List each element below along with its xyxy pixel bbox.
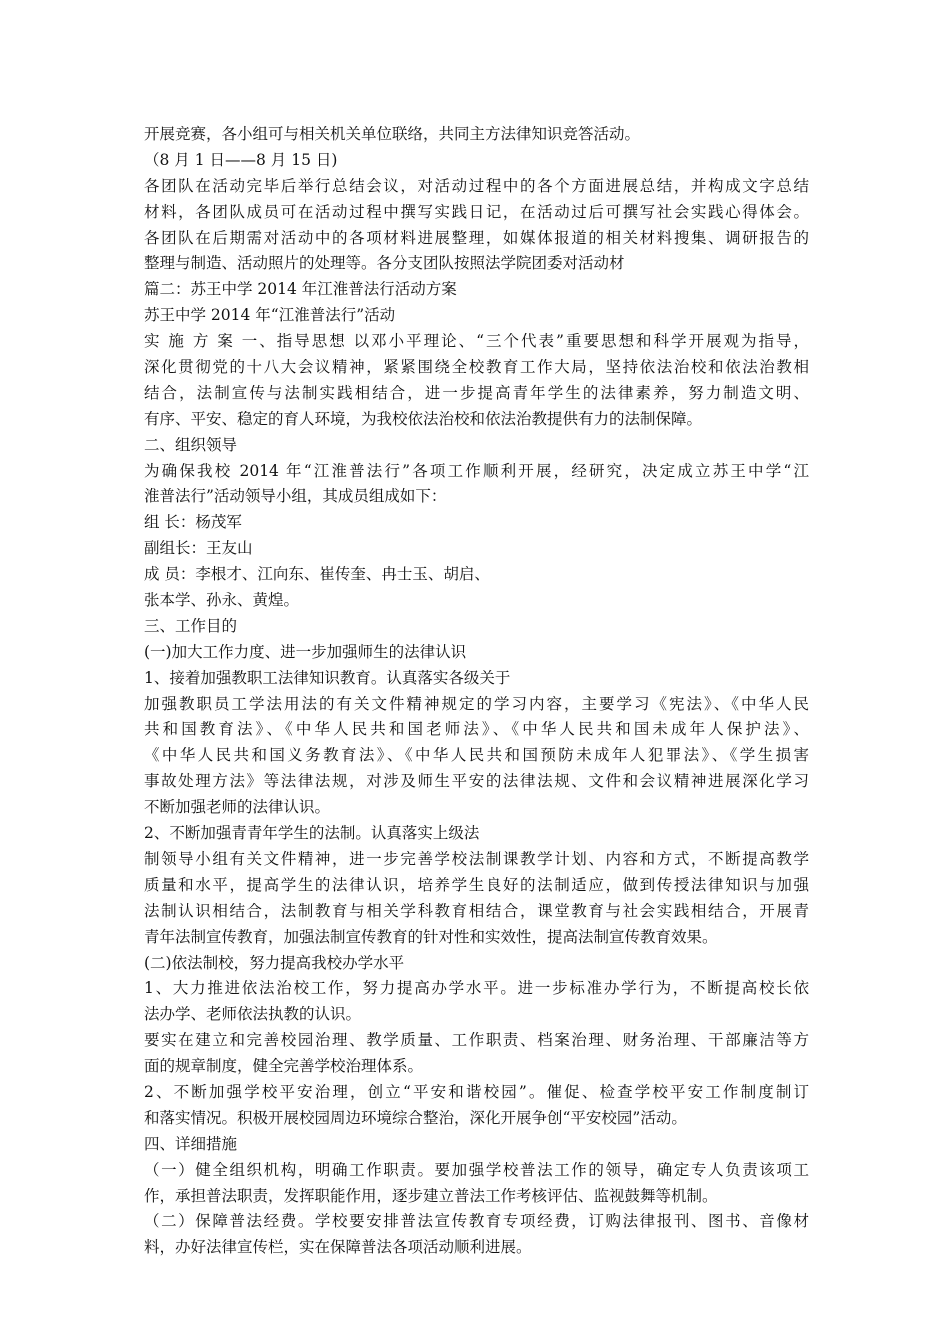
text-line: 副组长：王友山 [144,539,253,558]
text-line: 共和国教育法》、《中华人民共和国老师法》、《中华人民共和国未成年人保护法》、 [144,720,809,739]
text-line: 要实在建立和完善校园治理、教学质量、工作职责、档案治理、财务治理、干部廉洁等方 [144,1031,809,1050]
text-line: (二)依法制校，努力提高我校办学水平 [144,953,405,972]
text-line: 四、详细措施 [144,1134,238,1153]
text-line: 开展竞赛，各小组可与相关机关单位联络，共同主方法律知识竞答活动。 [144,125,641,143]
text-line: 料，办好法律宣传栏，实在保障普法各项活动顺利进展。 [144,1238,532,1257]
text-line: 1、接着加强教职工法律知识教育。认真落实各级关于 [144,668,511,687]
text-line: 作，承担普法职责，发挥职能作用，逐步建立普法工作考核评估、监视鼓舞等机制。 [144,1186,718,1205]
text-line: 有序、平安、稳定的育人环境，为我校依法治校和依法治教提供有力的法制保障。 [144,409,703,428]
text-line: 成 员：李根才、江向东、崔传奎、冉士玉、胡启、 [144,565,490,584]
text-line: 组 长：杨茂军 [144,513,242,532]
text-line: 三、工作目的 [144,616,238,635]
text-line: 制领导小组有关文件精神，进一步完善学校法制课教学计划、内容和方式，不断提高教学 [144,849,809,868]
text-line: 《中华人民共和国义务教育法》、《中华人民共和国预防未成年人犯罪法》、《学生损害 [144,746,809,765]
text-line: （一）健全组织机构，明确工作职责。要加强学校普法工作的领导，确定专人负责该项工 [144,1160,809,1179]
text-line: 和落实情况。积极开展校园周边环境综合整治，深化开展争创“平安校园”活动。 [144,1108,687,1127]
text-line: 2、不断加强青青年学生的法制。认真落实上级法 [144,824,480,843]
text-line: 加强教职员工学法用法的有关文件精神规定的学习内容，主要学习《宪法》、《中华人民 [144,694,809,713]
text-line: 整理与制造、活动照片的处理等。各分支团队按照法学院团委对活动材 [144,254,625,273]
text-line: 苏王中学 2014 年“江淮普法行”活动 [144,306,396,325]
document-body [144,122,809,1261]
text-line: 法制认识相结合，法制教育与相关学科教育相结合，课堂教育与社会实践相结合，开展青 [144,901,809,920]
text-line: 结合，法制宣传与法制实践相结合，进一步提高青年学生的法律素养，努力制造文明、 [144,383,809,402]
text-line: (一)加大工作力度、进一步加强师生的法律认识 [144,642,467,661]
text-line: 材料，各团队成员可在活动过程中撰写实践日记，在活动过后可撰写社会实践心得体会。 [144,202,809,221]
text-line: 二、组织领导 [144,435,238,454]
text-line: 篇二：苏王中学 2014 年江淮普法行活动方案 [144,280,457,299]
text-line: 淮普法行”活动领导小组，其成员组成如下： [144,487,447,506]
text-line: （8 月 1 日——8 月 15 日) [144,150,338,169]
text-line: 1、大力推进依法治校工作，努力提高办学水平。进一步标准办学行为，不断提高校长依 [144,979,809,998]
text-line: 各团队在后期需对活动中的各项材料进展整理，如媒体报道的相关材料搜集、调研报告的 [144,228,809,247]
text-line: 事故处理方法》等法律法规，对涉及师生平安的法律法规、文件和会议精神进展深化学习 [144,772,809,791]
text-line: 不断加强老师的法律认识。 [144,798,331,817]
text-line: 质量和水平，提高学生的法律认识，培养学生良好的法制适应，做到传授法律知识与加强 [144,875,809,894]
text-line: 各团队在活动完毕后举行总结会议，对活动过程中的各个方面进展总结，并构成文字总结 [144,176,809,195]
text-line: （二）保障普法经费。学校要安排普法宣传教育专项经费，订购法律报刊、图书、音像材 [144,1212,809,1231]
text-line: 2、不断加强学校平安治理，创立“平安和谐校园”。催促、检查学校平安工作制度制订 [144,1082,809,1101]
text-line: 法办学、老师依法执教的认识。 [144,1005,362,1024]
text-line: 面的规章制度，健全完善学校治理体系。 [144,1057,424,1076]
text-line: 青年法制宣传教育，加强法制宣传教育的针对性和实效性，提高法制宣传教育效果。 [144,927,718,946]
text-line: 为确保我校 2014 年“江淮普法行”各项工作顺利开展，经研究，决定成立苏王中学“江 [144,461,809,480]
text-line: 深化贯彻党的十八大会议精神，紧紧围绕全校教育工作大局，坚持依法治校和依法治教相 [144,358,809,377]
text-line: 实 施 方 案 一、指导思想 以邓小平理论、“三个代表”重要思想和科学开展观为指导， [144,332,809,351]
text-line: 张本学、孙永、黄煌。 [144,591,300,610]
